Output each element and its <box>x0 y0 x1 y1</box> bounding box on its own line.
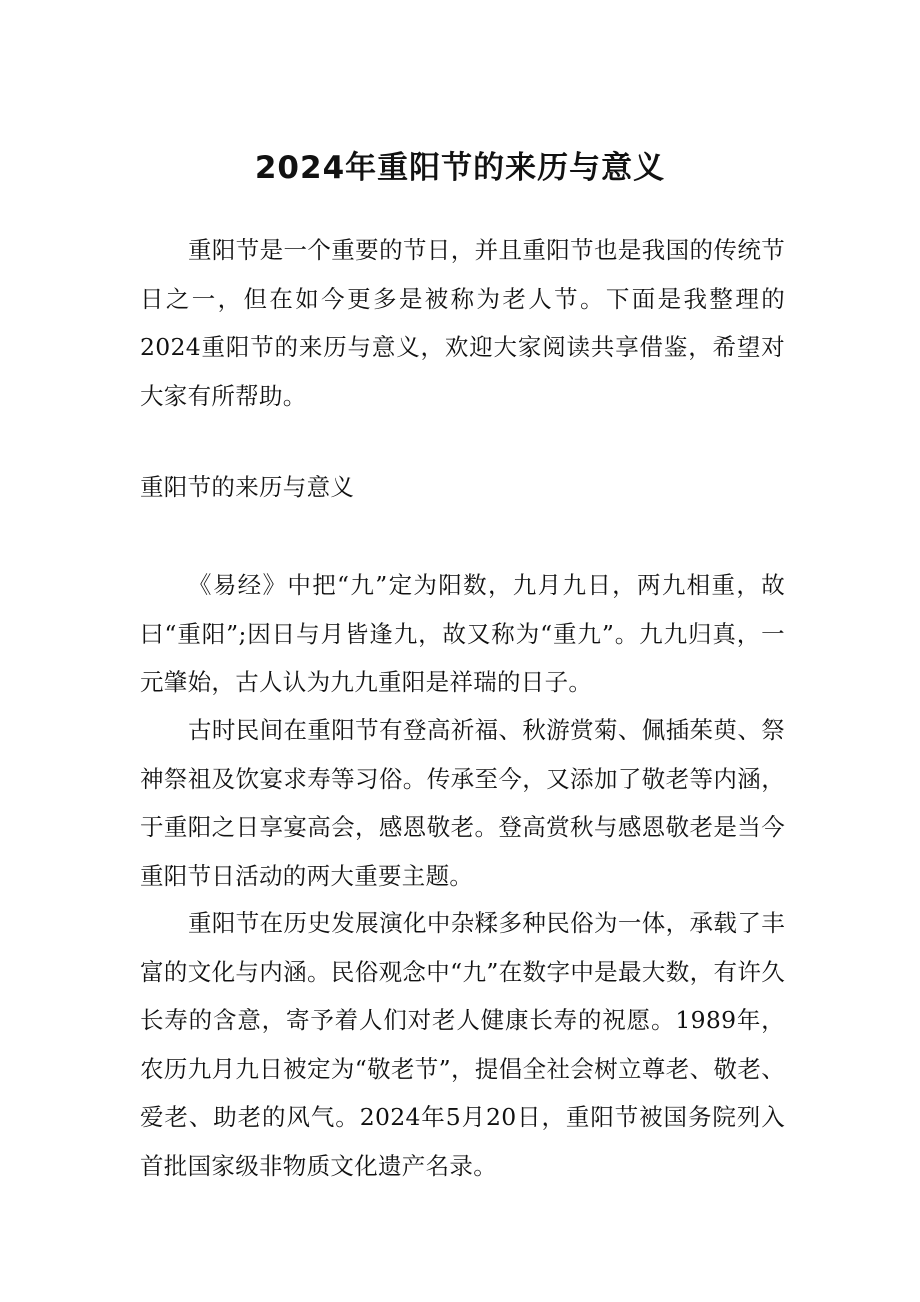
body-paragraph-2: 古时民间在重阳节有登高祈福、秋游赏菊、佩插茱萸、祭神祭祖及饮宴求寿等习俗。传承至今，又添加了敬老等内涵，于重阳之日享宴高会，感恩敬老。登高赏秋与感恩敬老是当今重阳节日活动的两大重要主题。 <box>140 716 785 890</box>
section-heading: 重阳节的来历与意义 <box>140 473 355 501</box>
intro-paragraph: 重阳节是一个重要的节日，并且重阳节也是我国的传统节日之一，但在如今更多是被称为老人节。下面是我整理的2024重阳节的来历与意义，欢迎大家阅读共享借鉴，希望对大家有所帮助。 <box>140 236 785 410</box>
body-paragraph-1: 《易经》中把“九”定为阳数，九月九日，两九相重，故曰“重阳”;因日与月皆逢九，故又称为“重九”。九九归真，一元肇始，古人认为九九重阳是祥瑞的日子。 <box>140 571 785 696</box>
body-paragraph-3: 重阳节在历史发展演化中杂糅多种民俗为一体，承载了丰富的文化与内涵。民俗观念中“九”在数字中是最大数，有许久长寿的含意，寄予着人们对老人健康长寿的祝愿。1989年，农历九月九日被定为“敬老节”，提倡全社会树立尊老、敬老、爱老、助老的风气。2024年5月20日，重阳节被国务院列入首批国家级非物质文化遗产名录。 <box>140 909 785 1180</box>
document-title: 2024年重阳节的来历与意义 <box>254 150 666 186</box>
